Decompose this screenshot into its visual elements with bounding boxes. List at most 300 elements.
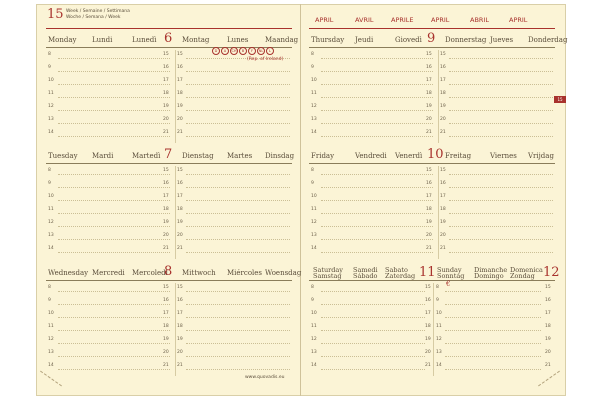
hour-label: 18 bbox=[425, 324, 431, 329]
hour-label: 13 bbox=[311, 233, 317, 238]
hour-label: 20 bbox=[177, 233, 183, 238]
hour-label: 12 bbox=[311, 337, 317, 342]
hour-label: 9 bbox=[48, 298, 51, 303]
day-name: Vrijdag bbox=[528, 152, 554, 160]
day-name: Domenica bbox=[510, 266, 543, 274]
hour-label: 10 bbox=[436, 311, 442, 316]
time-slot[interactable] bbox=[321, 187, 433, 188]
hour-label: 14 bbox=[311, 130, 317, 135]
day-name: Zondag bbox=[510, 272, 535, 280]
time-slot[interactable] bbox=[186, 187, 290, 188]
hour-label: 17 bbox=[426, 194, 432, 199]
left-header-rule bbox=[46, 28, 292, 29]
holiday-flag: A bbox=[221, 47, 229, 55]
hour-label: 20 bbox=[177, 350, 183, 355]
hour-label: 9 bbox=[436, 298, 439, 303]
day-name: Jeudi bbox=[355, 36, 374, 44]
day-number: 7 bbox=[164, 147, 173, 162]
hour-label: 9 bbox=[311, 65, 314, 70]
time-slot[interactable] bbox=[321, 317, 425, 318]
day-number: 11 bbox=[419, 265, 436, 280]
month-label: APRIL bbox=[431, 16, 450, 24]
hour-label: 19 bbox=[440, 104, 446, 109]
hour-label: 19 bbox=[163, 104, 169, 109]
holiday-flag: F bbox=[248, 47, 256, 55]
day-header-rule bbox=[309, 47, 555, 48]
hour-label: 13 bbox=[311, 117, 317, 122]
time-slot[interactable] bbox=[58, 356, 170, 357]
time-slot[interactable] bbox=[58, 291, 170, 292]
hour-label: 17 bbox=[163, 311, 169, 316]
hour-label: 21 bbox=[177, 246, 183, 251]
time-slot[interactable] bbox=[445, 330, 541, 331]
holiday-flag: NL bbox=[258, 49, 264, 53]
week-label bbox=[66, 9, 130, 20]
day-name: Saturday bbox=[313, 266, 343, 274]
day-name: Mercredi bbox=[92, 269, 125, 277]
time-slot[interactable] bbox=[321, 369, 425, 370]
hour-label: 17 bbox=[425, 311, 431, 316]
time-slot[interactable] bbox=[449, 71, 553, 72]
time-slot[interactable] bbox=[186, 304, 290, 305]
hour-label: 15 bbox=[177, 285, 183, 290]
hour-label: 19 bbox=[426, 104, 432, 109]
day-name: Lunes bbox=[227, 36, 249, 44]
day-name: Miércoles bbox=[227, 269, 263, 277]
time-slot[interactable] bbox=[58, 343, 170, 344]
time-slot[interactable] bbox=[186, 110, 290, 111]
hour-label: 16 bbox=[163, 65, 169, 70]
hour-label: 8 bbox=[48, 168, 51, 173]
time-slot[interactable] bbox=[58, 58, 170, 59]
day-name: Martes bbox=[227, 152, 253, 160]
hour-label: 16 bbox=[177, 298, 183, 303]
hour-label: 15 bbox=[440, 52, 446, 57]
hour-label: 21 bbox=[426, 246, 432, 251]
time-slot[interactable] bbox=[58, 123, 170, 124]
time-slot[interactable] bbox=[321, 136, 433, 137]
hour-label: 19 bbox=[163, 220, 169, 225]
day-name: Domingo bbox=[474, 272, 504, 280]
day-header-rule bbox=[46, 163, 292, 164]
time-slot[interactable] bbox=[445, 343, 541, 344]
hour-label: 18 bbox=[545, 324, 551, 329]
column-divider bbox=[175, 50, 176, 143]
hour-label: 18 bbox=[426, 207, 432, 212]
hour-label: 13 bbox=[48, 350, 54, 355]
time-slot[interactable] bbox=[186, 369, 290, 370]
hour-label: 20 bbox=[163, 117, 169, 122]
time-slot[interactable] bbox=[58, 369, 170, 370]
hour-label: 17 bbox=[177, 194, 183, 199]
time-slot[interactable] bbox=[321, 97, 433, 98]
time-slot[interactable] bbox=[449, 252, 553, 253]
hour-label: 12 bbox=[48, 104, 54, 109]
hour-label: 18 bbox=[163, 91, 169, 96]
euro-icon: € bbox=[446, 280, 451, 288]
month-label: APRIL bbox=[315, 16, 334, 24]
hour-label: 16 bbox=[425, 298, 431, 303]
hour-label: 14 bbox=[311, 363, 317, 368]
holiday-note: (Rep. of Ireland) bbox=[247, 57, 284, 62]
day-name: Lunedì bbox=[132, 36, 157, 44]
time-slot[interactable] bbox=[58, 239, 170, 240]
hour-label: 18 bbox=[177, 91, 183, 96]
hour-label: 16 bbox=[177, 181, 183, 186]
time-slot[interactable] bbox=[321, 343, 425, 344]
hour-label: 19 bbox=[425, 337, 431, 342]
hour-label: 11 bbox=[311, 324, 317, 329]
time-slot[interactable] bbox=[58, 174, 170, 175]
hour-label: 12 bbox=[311, 220, 317, 225]
hour-label: 14 bbox=[48, 363, 54, 368]
time-slot[interactable] bbox=[186, 84, 290, 85]
hour-label: 19 bbox=[177, 220, 183, 225]
hour-label: 8 bbox=[311, 285, 314, 290]
time-slot[interactable] bbox=[186, 97, 290, 98]
time-slot[interactable] bbox=[321, 213, 433, 214]
day-name: Lundi bbox=[92, 36, 113, 44]
hour-label: 10 bbox=[48, 311, 54, 316]
hour-label: 16 bbox=[426, 181, 432, 186]
column-divider bbox=[438, 50, 439, 143]
day-name: Zaterdag bbox=[385, 272, 416, 280]
hour-label: 16 bbox=[163, 298, 169, 303]
day-name: Sunday bbox=[437, 266, 462, 274]
time-slot[interactable] bbox=[321, 71, 433, 72]
right-header-rule bbox=[309, 28, 555, 29]
day-name: Dimanche bbox=[474, 266, 508, 274]
time-slot[interactable] bbox=[58, 252, 170, 253]
hour-label: 14 bbox=[311, 246, 317, 251]
hour-label: 20 bbox=[440, 117, 446, 122]
day-number: 9 bbox=[427, 31, 436, 46]
hour-label: 19 bbox=[545, 337, 551, 342]
hour-label: 17 bbox=[440, 78, 446, 83]
time-slot[interactable] bbox=[321, 110, 433, 111]
time-slot[interactable] bbox=[58, 304, 170, 305]
day-name: Sábado bbox=[353, 272, 378, 280]
hour-label: 15 bbox=[545, 285, 551, 290]
hour-label: 18 bbox=[440, 91, 446, 96]
hour-label: 19 bbox=[177, 104, 183, 109]
website: www.quovadis.eu bbox=[245, 375, 285, 380]
hour-label: 15 bbox=[163, 285, 169, 290]
holiday-flag: L bbox=[266, 47, 274, 55]
time-slot[interactable] bbox=[58, 330, 170, 331]
hour-label: 11 bbox=[48, 91, 54, 96]
hour-label: 20 bbox=[426, 233, 432, 238]
hour-label: 20 bbox=[545, 350, 551, 355]
time-slot[interactable] bbox=[449, 97, 553, 98]
hour-label: 15 bbox=[177, 52, 183, 57]
time-slot[interactable] bbox=[186, 330, 290, 331]
hour-label: 14 bbox=[48, 130, 54, 135]
week-label-line1: Week / Semaine / Settimana bbox=[66, 9, 130, 14]
week-label-line2: Woche / Semana / Week bbox=[66, 14, 121, 20]
hour-label: 8 bbox=[311, 168, 314, 173]
day-name: Woensdag bbox=[265, 269, 302, 277]
time-slot[interactable] bbox=[321, 330, 425, 331]
hour-label: 11 bbox=[311, 91, 317, 96]
hour-label: 18 bbox=[440, 207, 446, 212]
month-label: ABRIL bbox=[470, 16, 489, 24]
hour-label: 21 bbox=[177, 363, 183, 368]
time-slot[interactable] bbox=[321, 174, 433, 175]
day-name: Mercoledì bbox=[132, 269, 168, 277]
time-slot[interactable] bbox=[321, 226, 433, 227]
hour-label: 18 bbox=[163, 207, 169, 212]
time-slot[interactable] bbox=[58, 226, 170, 227]
time-slot[interactable] bbox=[449, 213, 553, 214]
hour-label: 13 bbox=[436, 350, 442, 355]
hour-label: 21 bbox=[426, 130, 432, 135]
day-header-rule bbox=[46, 280, 292, 281]
day-name: Sabato bbox=[385, 266, 408, 274]
time-slot[interactable] bbox=[445, 291, 541, 292]
time-slot[interactable] bbox=[58, 187, 170, 188]
day-name: Freitag bbox=[445, 152, 472, 160]
hour-label: 15 bbox=[177, 168, 183, 173]
time-slot[interactable] bbox=[321, 252, 433, 253]
hour-label: 11 bbox=[48, 324, 54, 329]
hour-label: 16 bbox=[177, 65, 183, 70]
hour-label: 15 bbox=[425, 285, 431, 290]
time-slot[interactable] bbox=[449, 239, 553, 240]
hour-label: 12 bbox=[311, 104, 317, 109]
time-slot[interactable] bbox=[321, 58, 433, 59]
time-slot[interactable] bbox=[58, 97, 170, 98]
day-name: Venerdì bbox=[395, 152, 423, 160]
hour-label: 9 bbox=[311, 181, 314, 186]
hour-label: 17 bbox=[440, 194, 446, 199]
time-slot[interactable] bbox=[449, 226, 553, 227]
hour-label: 8 bbox=[48, 52, 51, 57]
hour-label: 15 bbox=[426, 168, 432, 173]
hour-label: 8 bbox=[436, 285, 439, 290]
hour-label: 19 bbox=[426, 220, 432, 225]
time-slot[interactable] bbox=[58, 71, 170, 72]
hour-label: 20 bbox=[163, 233, 169, 238]
hour-label: 12 bbox=[48, 337, 54, 342]
time-slot[interactable] bbox=[445, 304, 541, 305]
day-name: Vendredi bbox=[355, 152, 387, 160]
holiday-flag: D bbox=[212, 47, 220, 55]
hour-label: 21 bbox=[440, 130, 446, 135]
time-slot[interactable] bbox=[321, 291, 425, 292]
time-slot[interactable] bbox=[186, 291, 290, 292]
week-number: 15 bbox=[47, 7, 64, 22]
hour-label: 21 bbox=[177, 130, 183, 135]
time-slot[interactable] bbox=[445, 369, 541, 370]
hour-label: 16 bbox=[440, 181, 446, 186]
month-label: APRIL bbox=[509, 16, 528, 24]
holiday-flag: B bbox=[239, 47, 247, 55]
hour-label: 10 bbox=[311, 78, 317, 83]
hour-label: 18 bbox=[426, 91, 432, 96]
hour-label: 21 bbox=[545, 363, 551, 368]
hour-label: 14 bbox=[48, 246, 54, 251]
time-slot[interactable] bbox=[321, 123, 433, 124]
day-name: Viernes bbox=[490, 152, 517, 160]
day-name: Sonntag bbox=[437, 272, 465, 280]
holiday-flag: CH bbox=[231, 49, 237, 53]
hour-label: 20 bbox=[426, 117, 432, 122]
hour-label: 10 bbox=[48, 194, 54, 199]
hour-label: 11 bbox=[436, 324, 442, 329]
time-slot[interactable] bbox=[449, 187, 553, 188]
day-name: Mittwoch bbox=[182, 269, 216, 277]
day-header-rule bbox=[309, 280, 555, 281]
day-name: Wednesday bbox=[48, 269, 89, 277]
time-slot[interactable] bbox=[321, 200, 433, 201]
hour-label: 9 bbox=[311, 298, 314, 303]
hour-label: 17 bbox=[177, 311, 183, 316]
hour-label: 17 bbox=[163, 78, 169, 83]
hour-label: 15 bbox=[426, 52, 432, 57]
time-slot[interactable] bbox=[58, 213, 170, 214]
day-header-rule bbox=[309, 163, 555, 164]
hour-label: 12 bbox=[436, 337, 442, 342]
time-slot[interactable] bbox=[449, 174, 553, 175]
day-name: Thursday bbox=[311, 36, 345, 44]
hour-label: 10 bbox=[311, 311, 317, 316]
time-slot[interactable] bbox=[321, 304, 425, 305]
page-spine bbox=[300, 4, 301, 396]
day-name: Friday bbox=[311, 152, 335, 160]
hour-label: 20 bbox=[425, 350, 431, 355]
time-slot[interactable] bbox=[186, 71, 290, 72]
hour-label: 16 bbox=[426, 65, 432, 70]
hour-label: 11 bbox=[48, 207, 54, 212]
time-slot[interactable] bbox=[186, 174, 290, 175]
time-slot[interactable] bbox=[58, 110, 170, 111]
hour-label: 18 bbox=[177, 324, 183, 329]
time-slot[interactable] bbox=[186, 213, 290, 214]
hour-label: 10 bbox=[311, 194, 317, 199]
hour-label: 16 bbox=[545, 298, 551, 303]
time-slot[interactable] bbox=[58, 136, 170, 137]
time-slot[interactable] bbox=[449, 136, 553, 137]
day-number: 8 bbox=[164, 264, 173, 279]
day-name: Dienstag bbox=[182, 152, 214, 160]
time-slot[interactable] bbox=[186, 200, 290, 201]
hour-label: 13 bbox=[48, 117, 54, 122]
day-name: Dinsdag bbox=[265, 152, 295, 160]
hour-label: 21 bbox=[163, 363, 169, 368]
hour-label: 20 bbox=[177, 117, 183, 122]
time-slot[interactable] bbox=[321, 356, 425, 357]
time-slot[interactable] bbox=[321, 239, 433, 240]
hour-label: 20 bbox=[440, 233, 446, 238]
hour-label: 9 bbox=[48, 65, 51, 70]
time-slot[interactable] bbox=[186, 317, 290, 318]
hour-label: 21 bbox=[163, 246, 169, 251]
day-name: Tuesday bbox=[48, 152, 78, 160]
day-number: 10 bbox=[427, 147, 444, 162]
time-slot[interactable] bbox=[449, 200, 553, 201]
holiday-flags bbox=[212, 47, 274, 55]
day-name: Jueves bbox=[490, 36, 514, 44]
hour-label: 21 bbox=[425, 363, 431, 368]
day-name: Martedì bbox=[132, 152, 161, 160]
hour-label: 17 bbox=[163, 194, 169, 199]
day-name: Donnerstag bbox=[445, 36, 487, 44]
hour-label: 8 bbox=[311, 52, 314, 57]
hour-label: 12 bbox=[48, 220, 54, 225]
time-slot[interactable] bbox=[445, 356, 541, 357]
day-name: Samstag bbox=[313, 272, 342, 280]
time-slot[interactable] bbox=[186, 226, 290, 227]
hour-label: 15 bbox=[163, 168, 169, 173]
hour-label: 16 bbox=[440, 65, 446, 70]
hour-label: 20 bbox=[163, 350, 169, 355]
day-name: Montag bbox=[182, 36, 210, 44]
hour-label: 18 bbox=[177, 207, 183, 212]
time-slot[interactable] bbox=[186, 252, 290, 253]
hour-label: 15 bbox=[163, 52, 169, 57]
month-label: APRILE bbox=[391, 16, 414, 24]
time-slot[interactable] bbox=[58, 84, 170, 85]
day-name: Monday bbox=[48, 36, 77, 44]
time-slot[interactable] bbox=[449, 110, 553, 111]
day-number: 12 bbox=[543, 265, 560, 280]
time-slot[interactable] bbox=[321, 84, 433, 85]
day-name: Mardi bbox=[92, 152, 114, 160]
hour-label: 17 bbox=[545, 311, 551, 316]
time-slot[interactable] bbox=[445, 317, 541, 318]
hour-label: 19 bbox=[177, 337, 183, 342]
time-slot[interactable] bbox=[186, 343, 290, 344]
time-slot[interactable] bbox=[186, 123, 290, 124]
day-name: Samedi bbox=[353, 266, 378, 274]
hour-label: 18 bbox=[163, 324, 169, 329]
hour-label: 17 bbox=[177, 78, 183, 83]
hour-label: 16 bbox=[163, 181, 169, 186]
day-name: Maandag bbox=[265, 36, 299, 44]
day-number: 6 bbox=[164, 31, 173, 46]
hour-label: 11 bbox=[311, 207, 317, 212]
hour-label: 21 bbox=[440, 246, 446, 251]
day-name: Donderdag bbox=[528, 36, 568, 44]
month-label: AVRIL bbox=[355, 16, 374, 24]
hour-label: 9 bbox=[48, 181, 51, 186]
hour-label: 13 bbox=[311, 350, 317, 355]
hour-label: 10 bbox=[48, 78, 54, 83]
time-slot[interactable] bbox=[449, 84, 553, 85]
week-tab[interactable]: 15 bbox=[554, 96, 566, 103]
time-slot[interactable] bbox=[449, 58, 553, 59]
time-slot[interactable] bbox=[449, 123, 553, 124]
column-divider bbox=[175, 283, 176, 376]
time-slot[interactable] bbox=[186, 239, 290, 240]
hour-label: 15 bbox=[440, 168, 446, 173]
time-slot[interactable] bbox=[58, 200, 170, 201]
column-divider bbox=[175, 166, 176, 259]
column-divider bbox=[438, 166, 439, 259]
day-name: Giovedì bbox=[395, 36, 422, 44]
hour-label: 21 bbox=[163, 130, 169, 135]
time-slot[interactable] bbox=[58, 317, 170, 318]
hour-label: 19 bbox=[163, 337, 169, 342]
time-slot[interactable] bbox=[186, 136, 290, 137]
hour-label: 19 bbox=[440, 220, 446, 225]
hour-label: 14 bbox=[436, 363, 442, 368]
time-slot[interactable] bbox=[186, 356, 290, 357]
hour-label: 13 bbox=[48, 233, 54, 238]
hour-label: 17 bbox=[426, 78, 432, 83]
hour-label: 8 bbox=[48, 285, 51, 290]
